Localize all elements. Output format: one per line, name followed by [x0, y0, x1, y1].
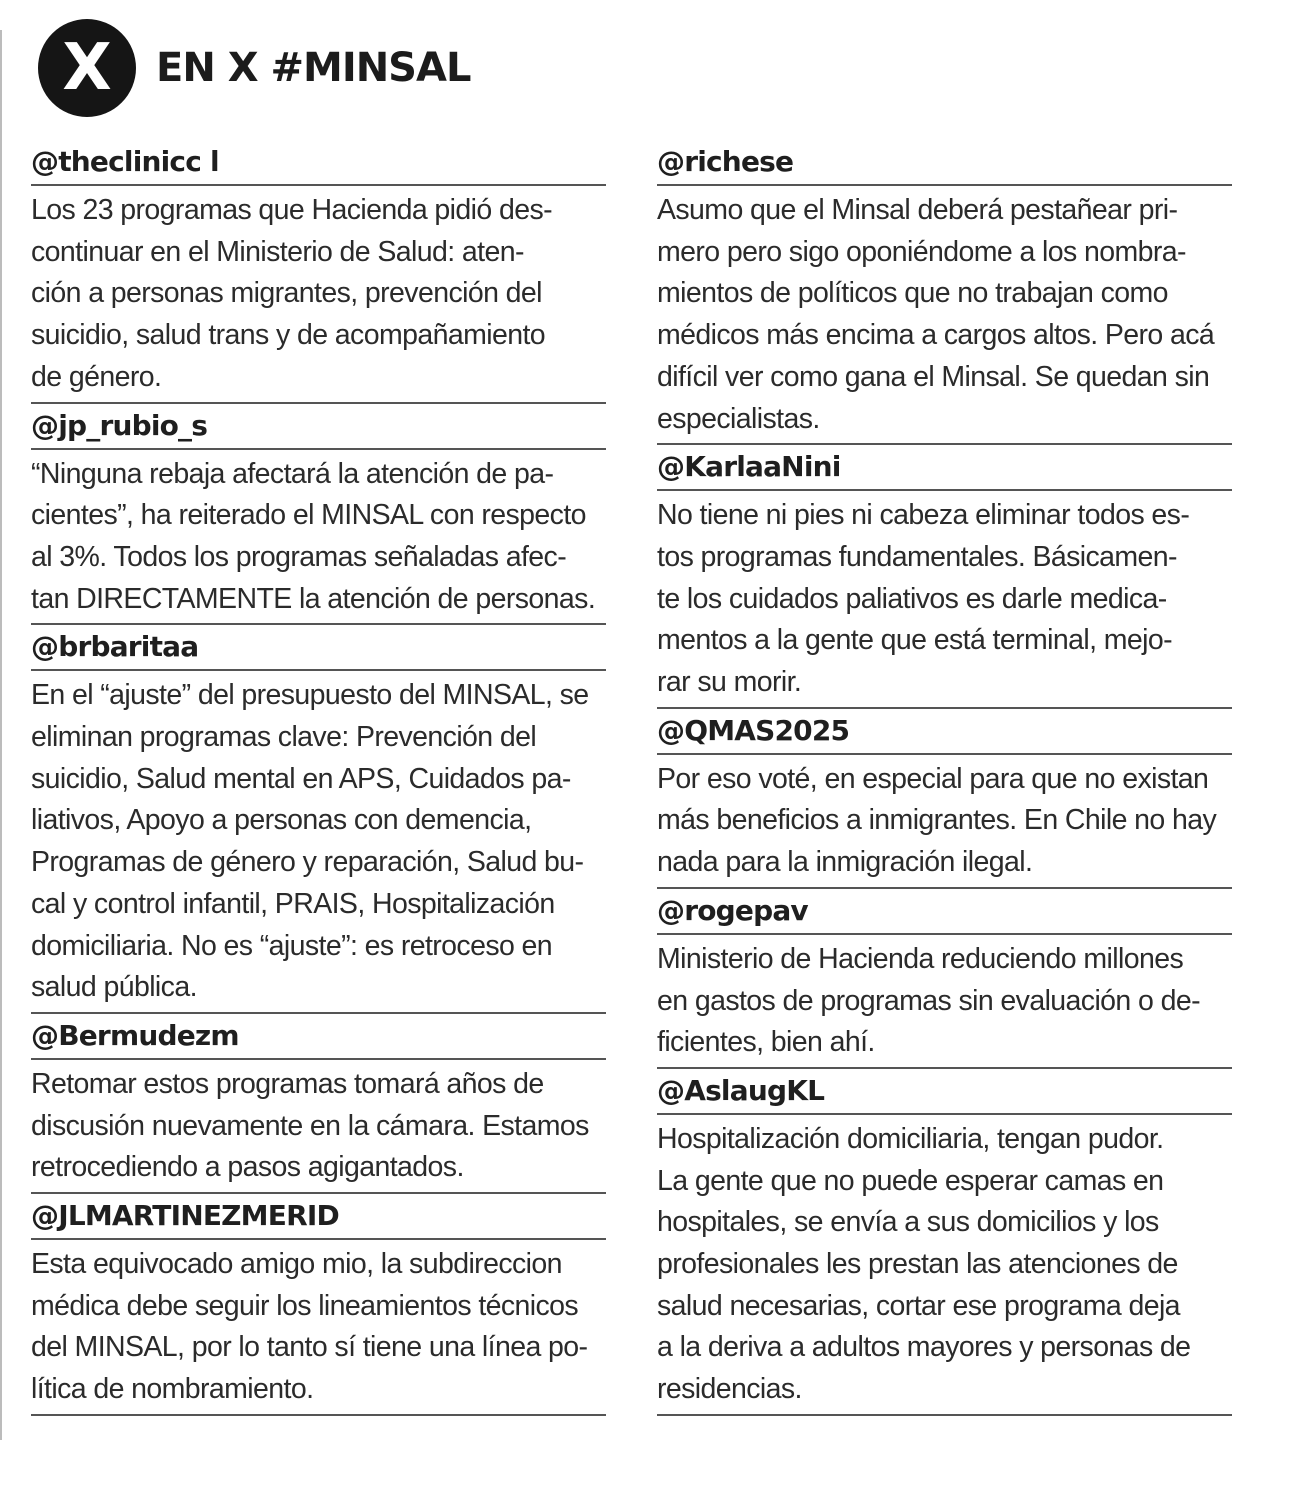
post-text-line: cal y control infantil, PRAIS, Hospitalización — [31, 887, 555, 920]
post-text-line: Los 23 programas que Hacienda pidió des- — [31, 194, 553, 226]
post-text-line: mentos a la gente que está terminal, mejo- — [657, 624, 1173, 657]
post-handle[interactable]: @QMAS2025 — [657, 709, 1232, 755]
post-text-line: No tiene ni pies ni cabeza eliminar todos es- — [657, 499, 1190, 532]
post-text-line: Retomar estos programas tomará años de — [31, 1067, 544, 1100]
post-text-line: residencias. — [657, 1373, 802, 1406]
post-handle[interactable]: @richese — [657, 140, 1232, 186]
post-text-line: ficientes, bien ahí. — [657, 1026, 875, 1059]
post-handle[interactable]: @jp_rubio_s — [31, 404, 606, 450]
post-text-line: “Ninguna rebaja afectará la atención de pa- — [31, 457, 554, 490]
post-text-line: salud pública. — [31, 971, 197, 1004]
post-text-line: de género. — [31, 360, 162, 393]
post-text-line: profesionales les prestan las atenciones de — [657, 1248, 1178, 1281]
post-text-line: liativos, Apoyo a personas con demencia, — [31, 804, 532, 837]
post-text — [657, 1115, 1232, 1416]
post-text-line: mero pero sigo oponiéndome a los nombra- — [657, 235, 1186, 268]
post-text — [31, 1240, 606, 1416]
post-text-line: mientos de políticos que no trabajan como — [657, 277, 1168, 310]
post-text-line: eliminan programas clave: Prevención del — [31, 721, 537, 754]
post-text-line: Hospitalización domiciliaria, tengan pudor. — [657, 1122, 1164, 1155]
left-column — [31, 140, 606, 1416]
post-text — [31, 186, 606, 404]
post-text — [657, 491, 1232, 709]
post-text-line: ción a personas migrantes, prevención del — [31, 277, 542, 310]
post-item — [657, 889, 1232, 1069]
post-item — [657, 1069, 1232, 1416]
post-handle[interactable]: @KarlaaNini — [657, 445, 1232, 491]
post-text-line: cientes”, ha reiterado el MINSAL con respecto — [31, 499, 586, 532]
post-text — [31, 1060, 606, 1194]
section-header — [38, 18, 470, 118]
post-text-line: Ministerio de Hacienda reduciendo millones — [657, 942, 1184, 975]
post-text — [31, 450, 606, 626]
post-text-line: Asumo que el Minsal deberá pestañear pri- — [657, 194, 1178, 226]
post-text-line: suicidio, Salud mental en APS, Cuidados pa- — [31, 762, 571, 795]
post-item — [657, 709, 1232, 889]
post-handle[interactable]: @JLMARTINEZMERID — [31, 1194, 606, 1240]
post-text-line: La gente que no puede esperar camas en — [657, 1164, 1164, 1197]
post-text-line: discusión nuevamente en la cámara. Estamos — [31, 1109, 589, 1142]
post-text-line: especialistas. — [657, 402, 820, 435]
section-title: EN X #MINSAL — [156, 45, 471, 91]
post-text — [31, 671, 606, 1014]
post-text-line: difícil ver como gana el Minsal. Se quedan sin — [657, 360, 1210, 393]
post-text-line: Programas de género y reparación, Salud bu- — [31, 846, 584, 879]
post-item — [657, 140, 1232, 445]
post-text-line: en gastos de programas sin evaluación o de- — [657, 984, 1200, 1017]
post-text — [657, 186, 1232, 445]
post-handle[interactable]: @rogepav — [657, 889, 1232, 935]
post-text-line: te los cuidados paliativos es darle medica- — [657, 582, 1167, 615]
post-handle[interactable]: @brbaritaa — [31, 625, 606, 671]
post-text — [657, 755, 1232, 889]
post-item — [31, 140, 606, 404]
post-text-line: rar su morir. — [657, 666, 802, 699]
post-item — [31, 1014, 606, 1194]
post-text — [657, 935, 1232, 1069]
post-text-line: médicos más encima a cargos altos. Pero acá — [657, 319, 1215, 352]
post-text-line: nada para la inmigración ilegal. — [657, 846, 1033, 879]
post-text-line: domiciliaria. No es “ajuste”: es retroceso en — [31, 929, 553, 962]
page-edge-rule — [0, 30, 2, 1440]
post-text-line: más beneficios a inmigrantes. En Chile no hay — [657, 804, 1217, 837]
post-text-line: del MINSAL, por lo tanto sí tiene una línea po- — [31, 1331, 588, 1364]
post-text-line: salud necesarias, cortar ese programa deja — [657, 1289, 1180, 1322]
post-text-line: lítica de nombramiento. — [31, 1373, 314, 1406]
post-item — [657, 445, 1232, 709]
post-text-line: a la deriva a adultos mayores y personas de — [657, 1331, 1191, 1364]
post-text-line: suicidio, salud trans y de acompañamiento — [31, 319, 546, 352]
post-handle[interactable]: @AslaugKL — [657, 1069, 1232, 1115]
post-text-line: al 3%. Todos los programas señaladas afec- — [31, 540, 567, 573]
post-handle[interactable]: @theclinicc l — [31, 140, 606, 186]
post-handle[interactable]: @Bermudezm — [31, 1014, 606, 1060]
post-item — [31, 404, 606, 626]
post-item — [31, 1194, 606, 1416]
right-column — [657, 140, 1232, 1416]
post-text-line: continuar en el Ministerio de Salud: aten- — [31, 235, 524, 268]
post-text-line: hospitales, se envía a sus domicilios y los — [657, 1206, 1159, 1239]
x-logo-icon: X — [38, 19, 136, 117]
post-text-line: tos programas fundamentales. Básicamen- — [657, 540, 1177, 573]
post-text-line: médica debe seguir los lineamientos técnicos — [31, 1289, 579, 1322]
post-text-line: Esta equivocado amigo mio, la subdireccion — [31, 1248, 562, 1281]
post-text-line: retrocediendo a pasos agigantados. — [31, 1151, 464, 1184]
post-text-line: Por eso voté, en especial para que no existan — [657, 762, 1209, 795]
post-text-line: En el “ajuste” del presupuesto del MINSAL, se — [31, 679, 589, 712]
post-item — [31, 625, 606, 1014]
post-text-line: tan DIRECTAMENTE la atención de personas. — [31, 582, 596, 615]
